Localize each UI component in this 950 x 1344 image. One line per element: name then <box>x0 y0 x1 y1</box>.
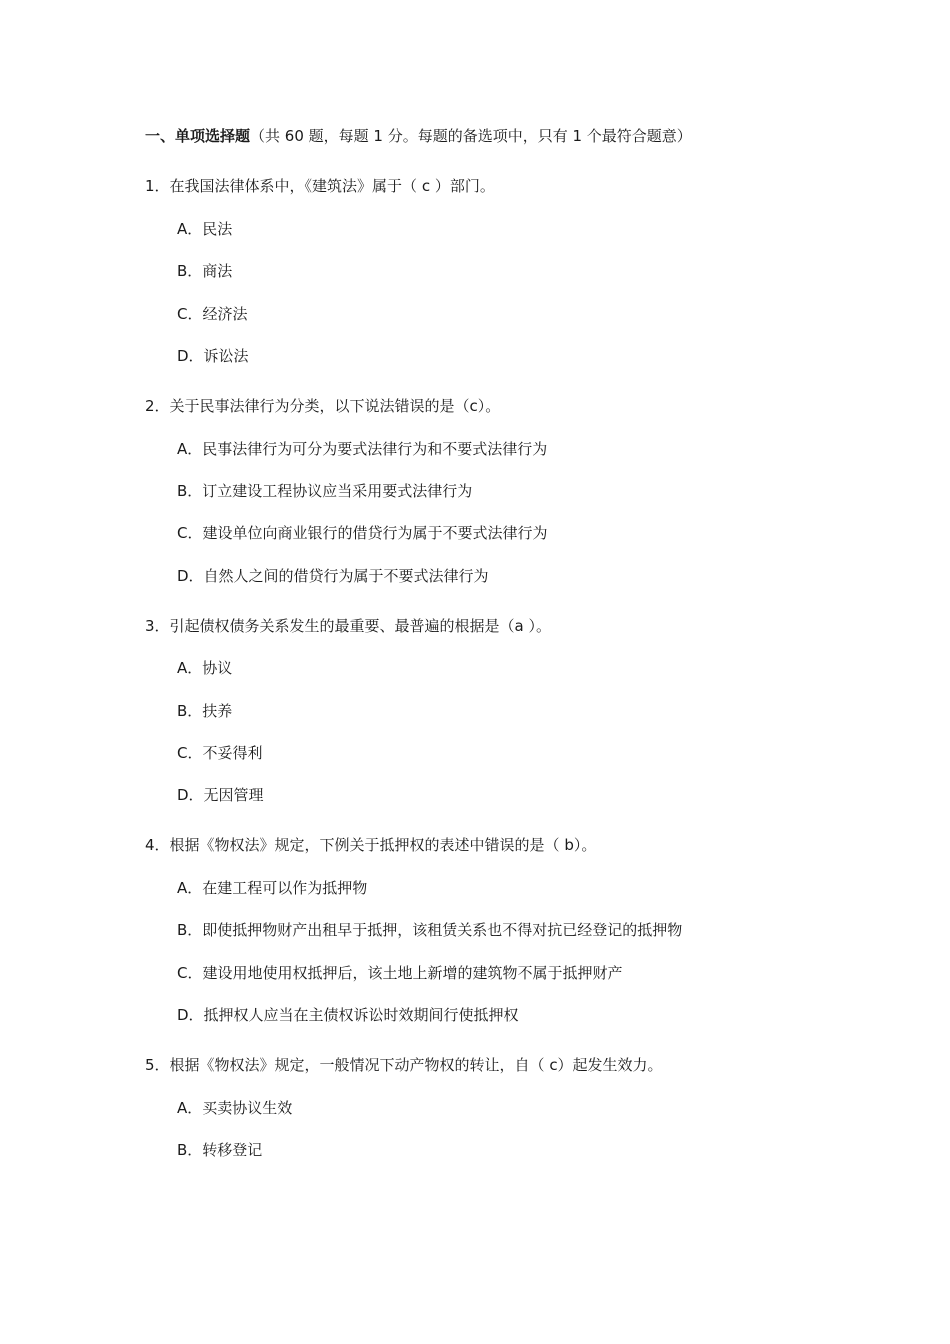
question-3-option-d: D．无因管理 <box>177 786 264 804</box>
question-1-option-b: B．商法 <box>177 262 233 280</box>
question-5-option-a: A．买卖协议生效 <box>177 1099 293 1117</box>
question-3-stem: 3．引起债权债务关系发生的最重要、最普遍的根据是（a ）。 <box>145 617 552 635</box>
question-1-option-a: A．民法 <box>177 220 233 238</box>
section-title: 一、单项选择题 <box>145 127 251 145</box>
question-5-option-b: B．转移登记 <box>177 1141 263 1159</box>
question-4-stem: 4．根据《物权法》规定，下例关于抵押权的表述中错误的是（ b）。 <box>145 836 597 854</box>
question-2-option-c: C．建设单位向商业银行的借贷行为属于不要式法律行为 <box>177 524 548 542</box>
question-2-option-d: D．自然人之间的借贷行为属于不要式法律行为 <box>177 567 489 585</box>
question-2-option-b: B．订立建设工程协议应当采用要式法律行为 <box>177 482 473 500</box>
question-1-stem: 1．在我国法律体系中，《建筑法》属于（ c ）部门。 <box>145 177 495 195</box>
question-5-stem: 5．根据《物权法》规定，一般情况下动产物权的转让，自（ c）起发生效力。 <box>145 1056 663 1074</box>
question-4-option-a: A．在建工程可以作为抵押物 <box>177 879 368 897</box>
question-2-stem: 2．关于民事法律行为分类，以下说法错误的是（c）。 <box>145 397 501 415</box>
question-2-option-a: A．民事法律行为可分为要式法律行为和不要式法律行为 <box>177 440 548 458</box>
section-note: （共 60 题，每题 1 分。每题的备选项中，只有 1 个最符合题意） <box>250 127 692 145</box>
question-4-option-d: D．抵押权人应当在主债权诉讼时效期间行使抵押权 <box>177 1006 519 1024</box>
question-3-option-a: A．协议 <box>177 659 233 677</box>
question-1-option-d: D．诉讼法 <box>177 347 249 365</box>
question-4-option-c: C．建设用地使用权抵押后，该土地上新增的建筑物不属于抵押财产 <box>177 964 623 982</box>
question-3-option-b: B．扶养 <box>177 702 233 720</box>
section-heading <box>145 124 692 148</box>
question-4-option-b: B．即使抵押物财产出租早于抵押，该租赁关系也不得对抗已经登记的抵押物 <box>177 921 683 939</box>
question-1-option-c: C．经济法 <box>177 305 248 323</box>
question-3-option-c: C．不妥得利 <box>177 744 263 762</box>
